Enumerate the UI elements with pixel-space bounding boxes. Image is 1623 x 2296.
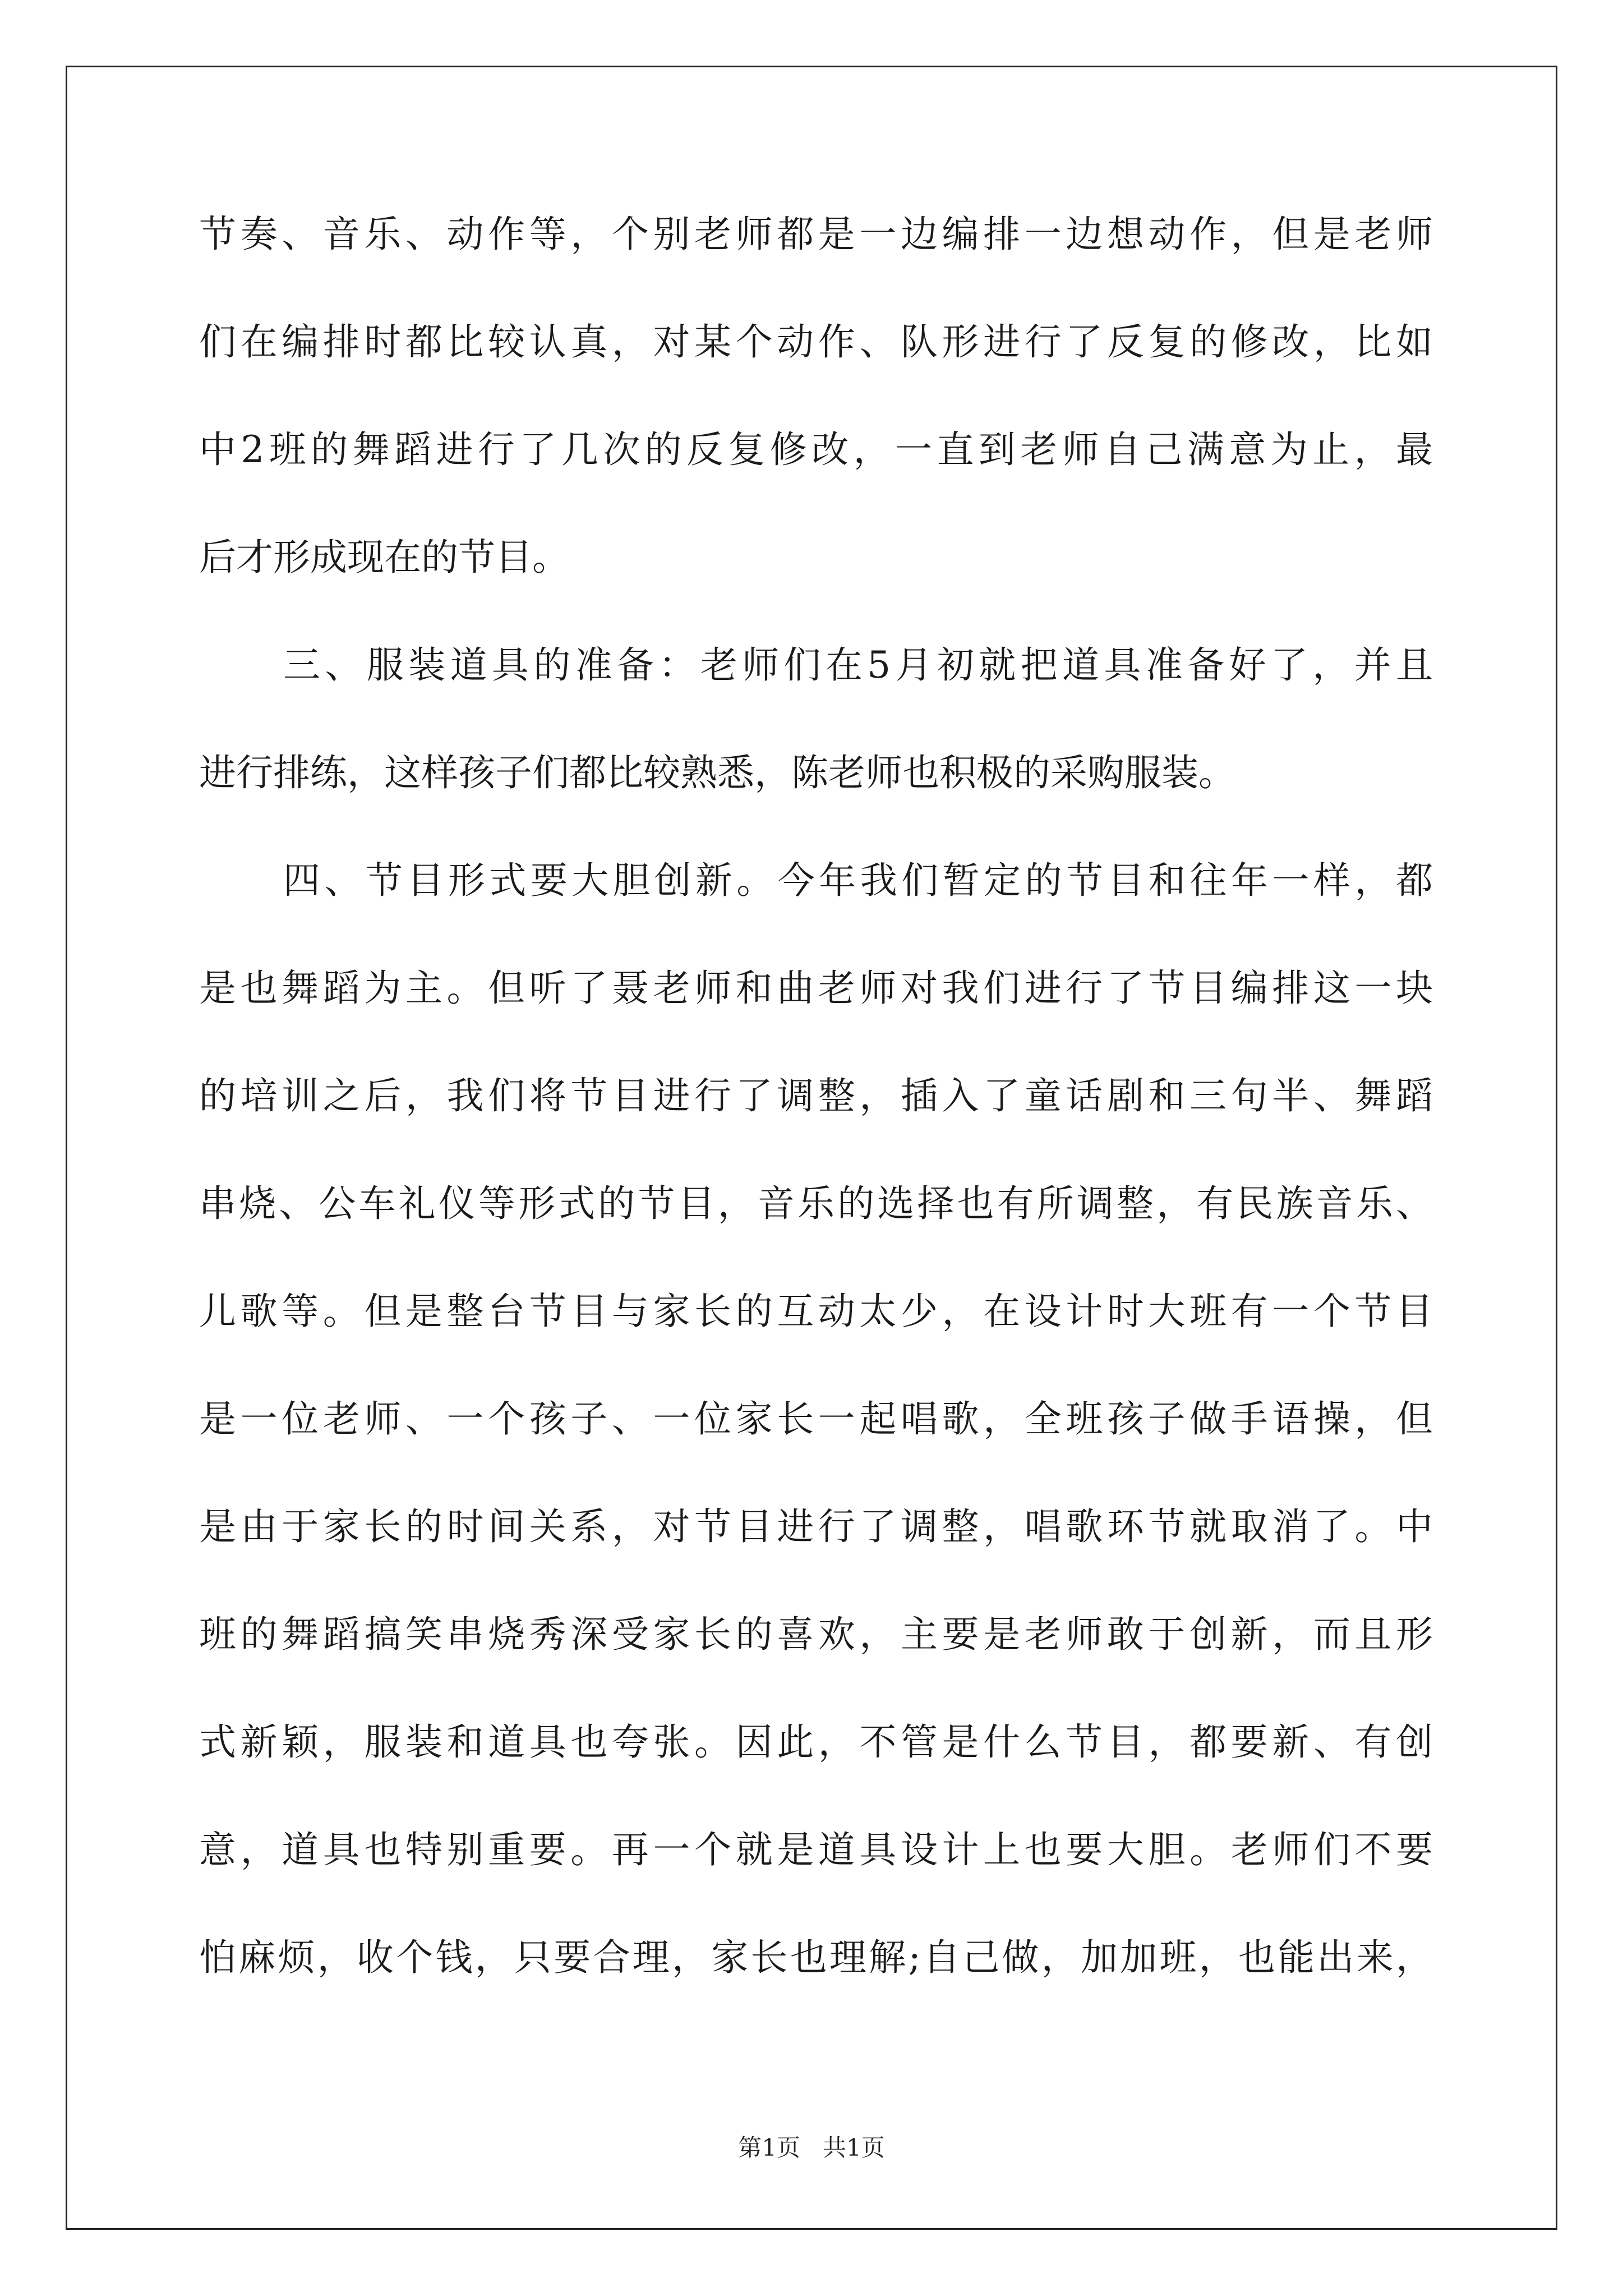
text-line: 们在编排时都比较认真，对某个动作、队形进行了反复的修改，比如 (199, 320, 1433, 364)
document-body (199, 213, 1433, 2047)
text-line: 中2班的舞蹈进行了几次的反复修改，一直到老师自己满意为止，最 (199, 428, 1433, 471)
text-line: 是一位老师、一个孩子、一位家长一起唱歌，全班孩子做手语操，但 (199, 1397, 1433, 1441)
text-line: 是也舞蹈为主。但听了聂老师和曲老师对我们进行了节目编排这一块 (199, 967, 1433, 1010)
text-line: 后才形成现在的节目。 (199, 536, 569, 579)
text-line: 四、节目形式要大胆创新。今年我们暂定的节目和往年一样，都 (283, 859, 1433, 902)
text-line: 班的舞蹈搞笑串烧秀深受家长的喜欢，主要是老师敢于创新，而且形 (199, 1613, 1433, 1656)
text-line: 节奏、音乐、动作等，个别老师都是一边编排一边想动作，但是老师 (199, 213, 1433, 256)
text-line: 意，道具也特别重要。再一个就是道具设计上也要大胆。老师们不要 (199, 1828, 1433, 1871)
text-line: 式新颖，服装和道具也夸张。因此，不管是什么节目，都要新、有创 (199, 1720, 1433, 1764)
text-line: 怕麻烦，收个钱，只要合理，家长也理解;自己做，加加班，也能出来， (199, 1936, 1433, 1979)
text-line: 串烧、公车礼仪等形式的节目，音乐的选择也有所调整，有民族音乐、 (199, 1182, 1433, 1225)
text-line: 三、服装道具的准备：老师们在5月初就把道具准备好了，并且 (283, 643, 1433, 687)
text-line: 是由于家长的时间关系，对节目进行了调整，唱歌环节就取消了。中 (199, 1505, 1433, 1548)
text-line: 儿歌等。但是整台节目与家长的互动太少，在设计时大班有一个节目 (199, 1290, 1433, 1333)
text-line: 的培训之后，我们将节目进行了调整，插入了童话剧和三句半、舞蹈 (199, 1074, 1433, 1117)
text-line: 进行排练，这样孩子们都比较熟悉，陈老师也积极的采购服装。 (199, 751, 1235, 794)
page-number-footer: 第1页 共1页 (738, 2134, 885, 2161)
